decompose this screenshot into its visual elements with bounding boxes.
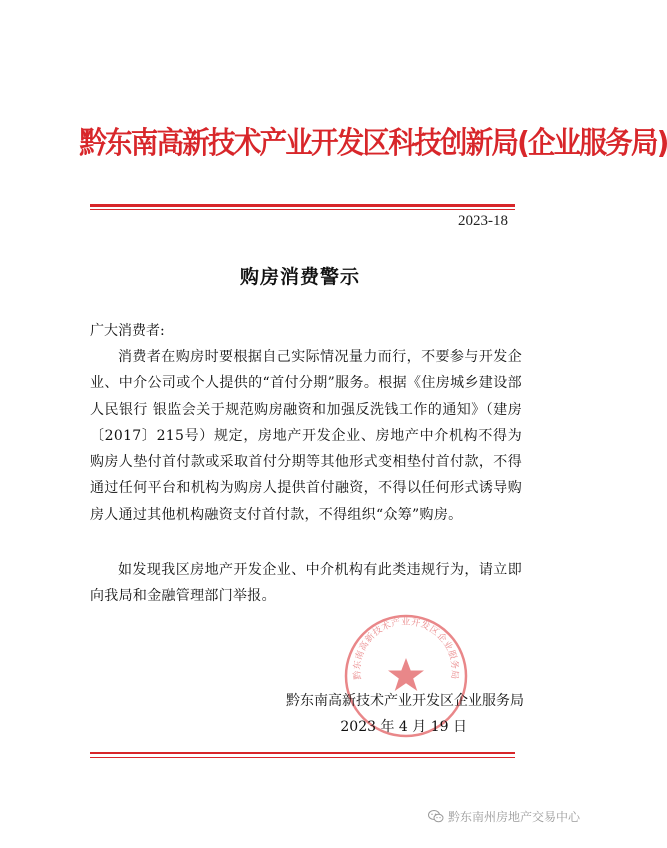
signature-org: 黔东南高新技术产业开发区企业服务局 bbox=[286, 693, 524, 709]
wechat-icon bbox=[428, 810, 444, 823]
signature-date: 2023 年 4 月 19 日 bbox=[340, 719, 467, 735]
stamp-text: 黔东南高新技术产业开发区企业服务局 bbox=[352, 617, 460, 680]
watermark-text: 黔东南州房地产交易中心 bbox=[447, 810, 580, 824]
footer-rule-thin bbox=[90, 757, 515, 758]
footer-rule-thick bbox=[90, 752, 515, 754]
org-header-title: 黔东南高新技术产业开发区科技创新局(企业服务局) bbox=[79, 126, 667, 161]
body-paragraph-2: 如发现我区房地产开发企业、中介机构有此类违规行为，请立即向我局和金融管理部门举报。 bbox=[90, 562, 522, 605]
wechat-watermark bbox=[428, 808, 580, 825]
body-paragraph-1: 消费者在购房时要根据自己实际情况量力而行，不要参与开发企业、中介公司或个人提供的“首付分期”服务。根据《住房城乡建设部 人民银行 银监会关于规范购房融资和加强反洗钱工作的通知》（建房〔2017〕215号）规定，房地产开发企业、房地产中介机构不得为购房人垫付首付款或采取首付分期等其他形式变相垫付首付款，不得通过任何平台和机构为购房人提供首付融资，不得以任何形式诱导购房人通过其他机构融资支付首付款，不得组织“众筹”购房。 bbox=[90, 349, 522, 523]
document-number: 2023-18 bbox=[458, 213, 508, 229]
header-rule-thick bbox=[90, 204, 515, 207]
salutation: 广大消费者: bbox=[90, 323, 165, 339]
header-rule-thin bbox=[90, 209, 515, 210]
stamp-star-icon bbox=[388, 658, 424, 691]
document-title: 购房消费警示 bbox=[239, 266, 360, 288]
